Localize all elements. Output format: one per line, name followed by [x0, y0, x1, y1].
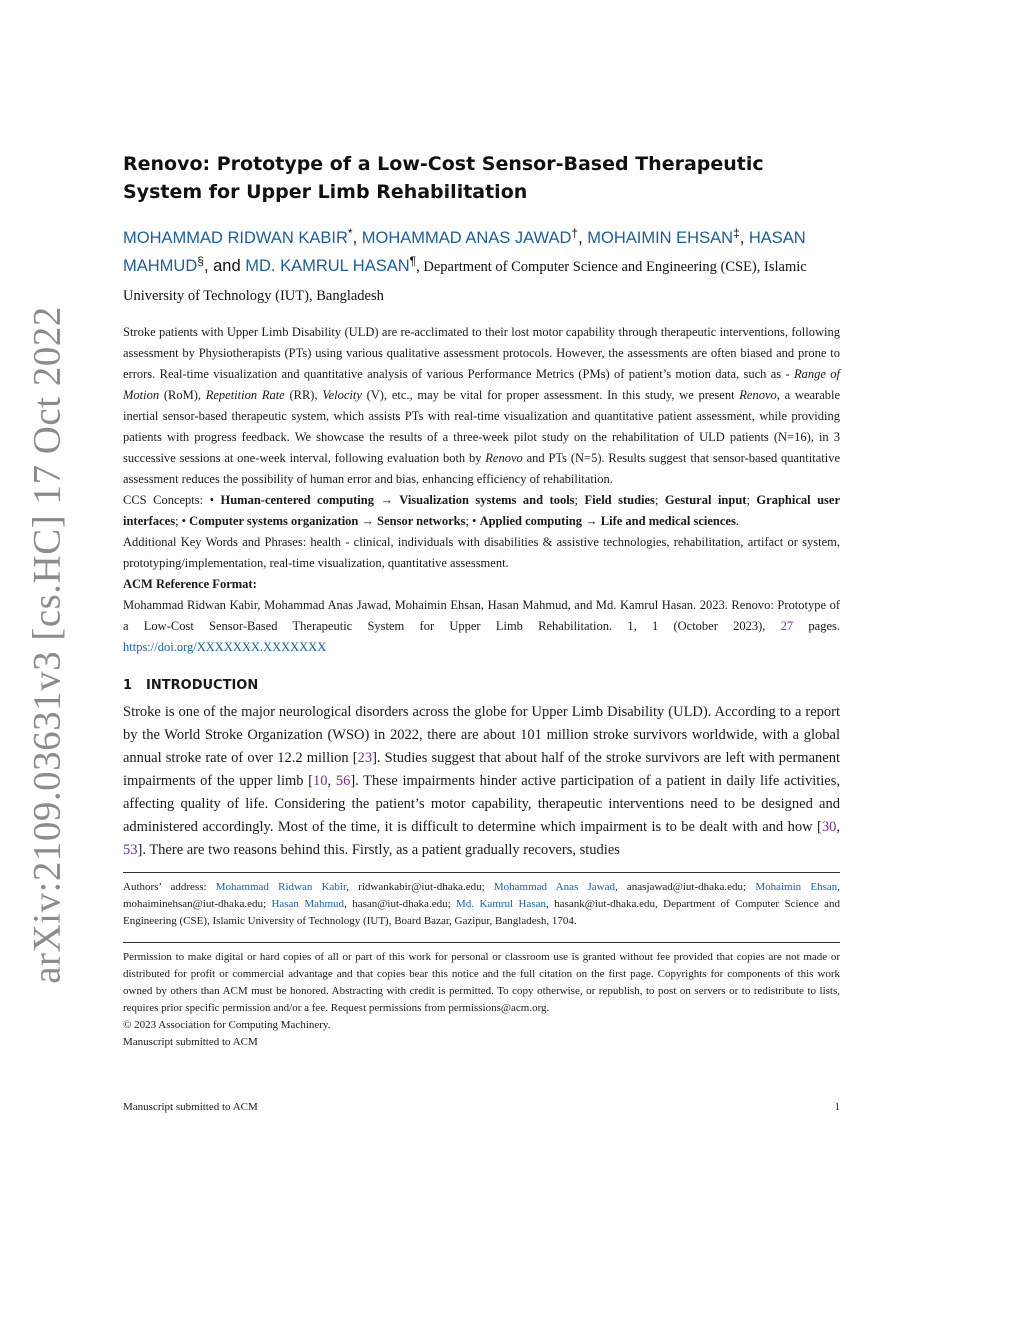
- citation-link[interactable]: 56: [335, 773, 351, 789]
- author-mark: ‡: [733, 226, 740, 240]
- address-fragment: , anasjawad@iut-dhaka.edu;: [614, 881, 756, 893]
- abstract-fragment: Stroke patients with Upper Limb Disability (ULD) are re-acclimated to their lost motor capability through therapeutic interventions, following assessment by Physiotherapists (PTs) using various qualitative assessment protocols. However, the assessments are often biased and prone to errors. Real-time visualization and quantitative analysis of various Performance Metrics (PMs) of patient’s motion data, such as -: [123, 325, 840, 381]
- copyright-notice: © 2023 Association for Computing Machinery.: [123, 1019, 331, 1031]
- author-name: MD. KAMRUL HASAN: [245, 257, 410, 275]
- author-separator: , and: [203, 257, 246, 275]
- section-heading: [123, 678, 840, 693]
- author-separator: ,: [578, 229, 588, 247]
- abstract-fragment: (V), etc., may be vital for proper assessment. In this study, we present: [361, 388, 740, 402]
- doi-link[interactable]: https://doi.org/XXXXXXX.XXXXXXX: [123, 640, 327, 654]
- intro-fragment: ,: [327, 773, 336, 789]
- section-number: 1: [123, 678, 133, 693]
- reference-citation: Mohammad Ridwan Kabir, Mohammad Anas Jawad, Mohaimin Ehsan, Hasan Mahmud, and Md. Kamrul Hasan. 2023. Renovo: Prototype of a Low-Cost Sensor-Based Therapeutic System for Upper Limb Rehabilitation. 1, 1 (October 2023),: [123, 598, 840, 633]
- authors-address: [123, 879, 840, 930]
- citation-link[interactable]: 10: [313, 773, 328, 789]
- permission-divider: [123, 942, 840, 943]
- address-fragment: , hasan@iut-dhaka.edu;: [344, 898, 457, 910]
- author-name: MOHAMMAD RIDWAN KABIR: [123, 229, 348, 247]
- permission-notice: Permission to make digital or hard copies of all or part of this work for personal or classroom use is granted without fee provided that copies are not made or distributed for profit or commercial advantage and that copies bear this notice and the full citation on the first page. Copyrights for components of this work owned by others than ACM must be honored. Abstracting with credit is permitted. To copy otherwise, or republish, to post on servers or to redistribute to lists, requires prior specific permission and/or a fee. Request permissions from permissions@acm.org.: [123, 951, 840, 1014]
- introduction-body: [123, 701, 840, 862]
- ccs-concept: Graphical user interfaces: [123, 493, 841, 528]
- author-link[interactable]: Hasan Mahmud: [271, 898, 345, 910]
- page-footer: [123, 1101, 840, 1113]
- author-name: MOHAMMAD ANAS JAWAD: [361, 229, 572, 247]
- author-mark: ¶: [409, 254, 417, 268]
- address-fragment: , hasank@iut-dhaka.edu, Department of Computer Science and Engineering (CSE), Islamic University of Technology (IUT), Board Bazar, Gazipur, Bangladesh, 1704.: [123, 898, 840, 927]
- author-mark: †: [571, 226, 579, 240]
- author-name: HASAN MAHMUD: [123, 229, 806, 275]
- ccs-separator: ; •: [465, 514, 480, 528]
- reference-format-text: [123, 595, 840, 658]
- ccs-separator: ;: [654, 493, 665, 507]
- author-mark: *: [347, 226, 353, 240]
- address-fragment: , mohaiminehsan@iut-dhaka.edu;: [123, 881, 840, 910]
- author-block: [123, 224, 840, 310]
- ccs-concept: Field studies: [584, 493, 655, 507]
- abstract-term: Velocity: [322, 388, 362, 402]
- reference-format-heading: ACM Reference Format:: [123, 577, 257, 591]
- permission-block: [123, 949, 840, 1051]
- page-number: 1: [834, 1101, 840, 1113]
- author-link[interactable]: Mohammad Ridwan Kabir: [215, 881, 347, 893]
- ccs-concepts: [123, 490, 840, 532]
- abstract-term: Renovo: [739, 388, 777, 402]
- address-fragment: , ridwankabir@iut-dhaka.edu;: [346, 881, 494, 893]
- intro-fragment: ,: [836, 819, 840, 835]
- author-separator: ,: [739, 229, 749, 247]
- authors-address-text: [123, 879, 840, 930]
- manuscript-note: Manuscript submitted to ACM: [123, 1036, 258, 1048]
- citation-link[interactable]: 23: [357, 750, 373, 766]
- ccs-concept: Human-centered computing → Visualization systems and tools: [220, 493, 575, 507]
- intro-fragment: Stroke is one of the major neurological disorders across the globe for Upper Limb Disability (ULD). According to a report by the World Stroke Organization (WSO) in 2022, there are about 101 million stroke survivors worldwide, with a global annual stroke rate of over 12.2 million [: [123, 704, 840, 766]
- ccs-concept: Computer systems organization → Sensor networks: [189, 514, 466, 528]
- ccs-separator: .: [735, 514, 739, 528]
- intro-fragment: ]. These impairments hinder active participation of a patient in daily life activities, affecting quality of life. Considering the patient’s motor capability, therapeutic interventions need to be designed and administered accordingly. Most of the time, it is difficult to determine which impairment is to be dealt with and how [: [123, 773, 840, 835]
- ccs-separator: ; •: [175, 514, 190, 528]
- arxiv-identifier-stamp: arXiv:2109.03631v3 [cs.HC] 17 Oct 2022: [25, 306, 69, 984]
- ccs-separator: ;: [574, 493, 585, 507]
- abstract-term: Range of Motion: [123, 367, 840, 402]
- author-name: MOHAIMIN EHSAN: [587, 229, 734, 247]
- abstract-fragment: (RoM),: [159, 388, 206, 402]
- abstract-text: [123, 322, 840, 490]
- address-fragment: Authors’ address:: [123, 881, 216, 893]
- ccs-separator: ;: [746, 493, 757, 507]
- reference-pages-label: pages.: [793, 619, 840, 633]
- abstract-fragment: and PTs (N=5). Results suggest that sensor-based quantitative assessment reduces the possibility of human error and bias, enhancing efficiency of rehabilitation.: [123, 451, 841, 486]
- author-link[interactable]: Mohammad Anas Jawad: [493, 881, 615, 893]
- abstract-section: [123, 322, 840, 658]
- abstract-term: Renovo: [485, 451, 523, 465]
- ccs-concept: Gestural input: [664, 493, 747, 507]
- abstract-fragment: , a wearable inertial sensor-based therapeutic system, which assists PTs with real-time visualization and quantitative patient assessment, while providing patients with progress feedback. We showcase the results of a three-week pilot study on the rehabilitation of ULD patients (N=16), in 3 successive sessions at one-week interval, following evaluation both by: [123, 388, 841, 465]
- pages-link[interactable]: 27: [780, 619, 794, 633]
- abstract-fragment: (RR),: [284, 388, 323, 402]
- keywords: Additional Key Words and Phrases: health - clinical, individuals with disabilities & assistive technologies, rehabilitation, artifact or system, prototyping/implementation, real-time visualization, quantitative assessment.: [123, 535, 840, 570]
- introduction-paragraph: [123, 701, 840, 862]
- author-link[interactable]: Mohaimin Ehsan: [755, 881, 838, 893]
- author-link[interactable]: Md. Kamrul Hasan: [456, 898, 546, 910]
- footer-journal: Manuscript submitted to ACM: [123, 1101, 258, 1113]
- ccs-label: CCS Concepts: •: [123, 493, 221, 507]
- intro-fragment: ]. There are two reasons behind this. Firstly, as a patient gradually recovers, studies: [137, 842, 620, 858]
- paper-title: Renovo: Prototype of a Low-Cost Sensor-Based Therapeutic System for Upper Limb Rehabilitation: [123, 153, 764, 203]
- author-separator: ,: [352, 229, 362, 247]
- paper-first-page: [123, 150, 840, 1051]
- ccs-concept: Applied computing → Life and medical sciences: [479, 514, 736, 528]
- author-affiliation: , Department of Computer Science and Engineering (CSE), Islamic University of Technology (IUT), Bangladesh: [123, 259, 807, 304]
- intro-fragment: ]. Studies suggest that about half of the stroke survivors are left with permanent impairments of the upper limb [: [123, 750, 840, 789]
- citation-link[interactable]: 53: [123, 842, 138, 858]
- footnote-divider: [123, 872, 840, 873]
- section-title: INTRODUCTION: [146, 678, 259, 693]
- author-mark: §: [197, 254, 204, 268]
- abstract-term: Repetition Rate: [205, 388, 285, 402]
- citation-link[interactable]: 30: [821, 819, 837, 835]
